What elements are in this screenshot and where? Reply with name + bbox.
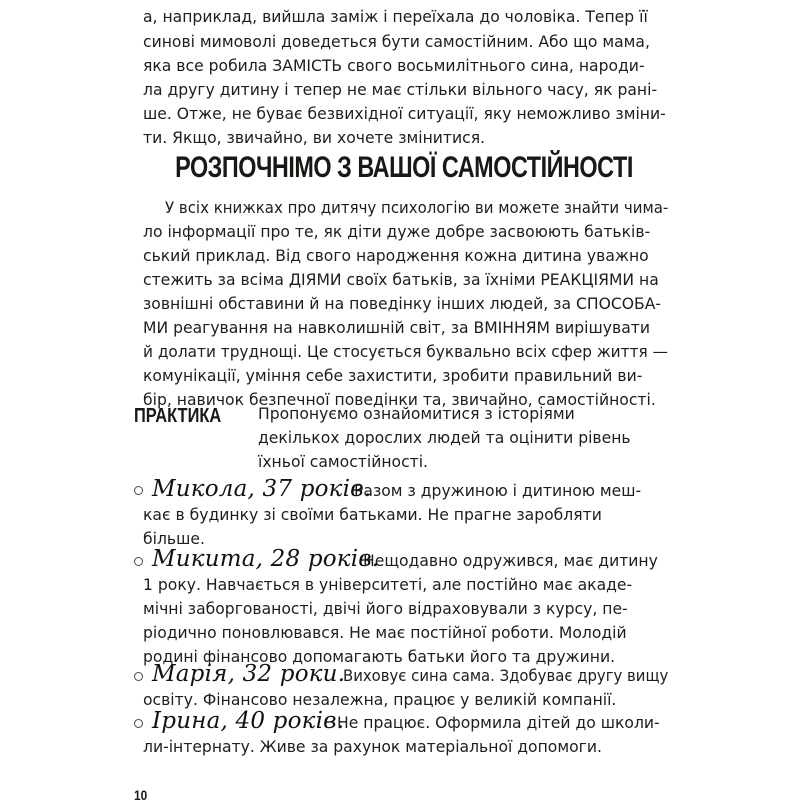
story-name: Марія, 32 роки.	[152, 661, 346, 687]
body-line: зовнішні обставини й на поведінку інших людей, за СПОСОБА-	[143, 295, 661, 313]
story-text-line: Разом з дружиною і дитиною меш-	[354, 482, 642, 500]
story-text-line: Не працює. Оформила дітей до школи-	[337, 714, 660, 732]
body-line: комунікації, уміння себе захистити, зробити правильний ви-	[143, 367, 643, 385]
bullet-circle-icon	[134, 719, 143, 728]
body-line: У всіх книжках про дитячу психологію ви можете знайти чима-	[165, 199, 669, 217]
intro-line: ла другу дитину і тепер не має стільки вільного часу, як рані-	[143, 81, 658, 99]
intro-line: ше. Отже, не буває безвихідної ситуації, яку неможливо зміни-	[143, 105, 666, 123]
story-text-line: родині фінансово допомагають батьки його та дружини.	[143, 648, 616, 666]
intro-line: яка все робила ЗАМІСТЬ свого восьмилітнього сина, народи-	[143, 57, 645, 75]
story-name: Микола, 37 років.	[152, 476, 372, 502]
story-text-line: мічні заборгованості, двічі його відраховували з курсу, пе-	[143, 600, 628, 618]
practice-text-line: Пропонуємо ознайомитися з історіями	[258, 405, 575, 423]
story-text-line: кає в будинку зі своїми батьками. Не прагне заробляти	[143, 506, 602, 524]
section-heading: РОЗПОЧНІМО З ВАШОЇ САМОСТІЙНОСТІ	[175, 151, 633, 184]
body-line: й долати труднощі. Це стосується буквально всіх сфер життя —	[143, 343, 668, 361]
practice-label: ПРАКТИКА	[134, 405, 222, 427]
story-text-line: 1 року. Навчається в університеті, але постійно має акаде-	[143, 576, 633, 594]
body-line: ський приклад. Від свого народження кожна дитина уважно	[143, 247, 649, 265]
intro-line: ти. Якщо, звичайно, ви хочете змінитися.	[143, 129, 486, 147]
story-name: Микита, 28 років.	[152, 546, 380, 572]
story-text-line: Виховує сина сама. Здобуває другу вищу	[343, 667, 669, 685]
body-line: бір, навичок безпечної поведінки та, звичайно, самостійності.	[143, 391, 656, 409]
story-text-line: більше.	[143, 530, 205, 548]
body-line: МИ реагування на навколишній світ, за ВМІННЯМ вирішувати	[143, 319, 650, 337]
story-name: Ірина, 40 років.	[152, 708, 345, 734]
practice-text-line: декількох дорослих людей та оцінити рівень	[258, 429, 631, 447]
bullet-circle-icon	[134, 486, 143, 495]
bullet-circle-icon	[134, 557, 143, 566]
story-text-line: Нещодавно одружився, має дитину	[363, 552, 658, 570]
practice-text-line: їхньої самостійності.	[258, 453, 429, 471]
story-text-line: ли-інтернату. Живе за рахунок матеріальної допомоги.	[143, 738, 602, 756]
intro-line: синові мимоволі доведеться бути самостійним. Або що мама,	[143, 33, 650, 51]
intro-line: а, наприклад, вийшла заміж і переїхала до чоловіка. Тепер її	[143, 8, 648, 26]
body-line: ло інформації про те, як діти дуже добре засвоюють батьків-	[143, 223, 651, 241]
bullet-circle-icon	[134, 672, 143, 681]
story-text-line: освіту. Фінансово незалежна, працює у великій компанії.	[143, 691, 617, 709]
body-line: стежить за всіма ДІЯМИ своїх батьків, за їхніми РЕАКЦІЯМИ на	[143, 271, 659, 289]
page-number: 10	[134, 787, 148, 803]
story-text-line: ріодично поновлювався. Не має постійної роботи. Молодій	[143, 624, 627, 642]
